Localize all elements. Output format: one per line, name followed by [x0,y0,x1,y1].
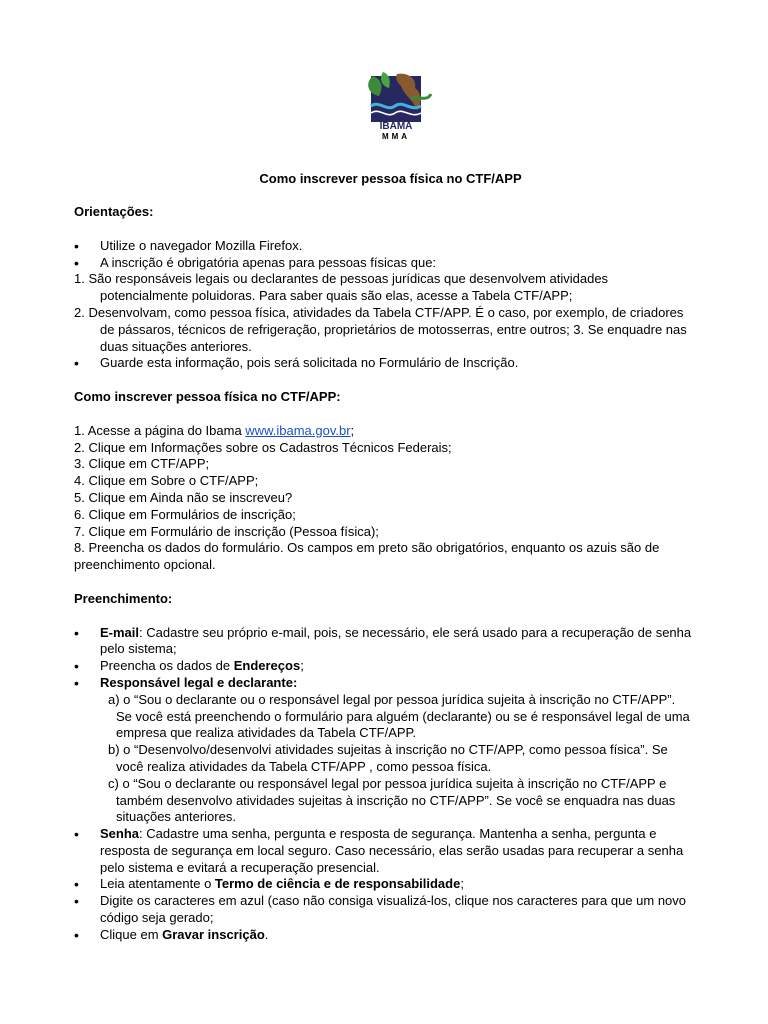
bullet-item-senha: • Senha: Cadastre uma senha, pergunta e resposta de segurança. Mantenha a senha, pergunta e resposta de segurança em local seguro. Caso necessário, elas serão usadas para recuperar a senha pelo sistema e evitará a recuperação presencial. [74,826,684,875]
svg-text:IBAMA: IBAMA [379,121,413,132]
step-item: 1. Acesse a página do Ibama www.ibama.gov.br; [74,422,355,438]
page-title: Como inscrever pessoa física no CTF/APP [259,171,522,186]
sub-option-b: b) o “Desenvolvo/desenvolvi atividades sujeitas à inscrição no CTF/APP, como pessoa física”. Se você realiza atividades da Tabela CTF/APP , como pessoa física. [108,742,668,774]
bullet-item-email: • E-mail: Cadastre seu próprio e-mail, pois, se necessário, ele será usado para a recuperação de senha pelo sistema; [74,624,692,657]
bullet-item-responsavel: • Responsável legal e declarante: [74,674,298,691]
bullet-icon: • [74,254,79,271]
ibama-logo-icon [361,72,437,140]
bullet-icon: • [74,826,79,843]
bullet-icon: • [74,237,79,254]
step-item: 6. Clique em Formulários de inscrição; [74,506,296,522]
bullet-item-termo: • Leia atentamente o Termo de ciência e de responsabilidade; [74,876,464,893]
bullet-item-gravar: • Clique em Gravar inscrição. [74,926,269,943]
svg-text:MMA: MMA [381,132,411,140]
step-item: 8. Preencha os dados do formulário. Os campos em preto são obrigatórios, enquanto os azuis são de preenchimento opcional. [74,540,660,573]
sub-options [74,692,694,826]
document-body [74,204,694,944]
bullet-icon: • [74,926,79,943]
ibama-logo [361,72,437,140]
sub-option-a: a) o “Sou o declarante ou o responsável legal por pessoa jurídica sujeita à inscrição no CTF/APP”. Se você está preenchendo o formulário para alguém (declarante) ou se é responsável legal de uma empresa que realiza atividades da Tabela CTF/APP. [108,691,690,741]
bullet-icon: • [74,893,79,910]
step-item: 3. Clique em CTF/APP; [74,456,210,472]
section-heading-como: Como inscrever pessoa física no CTF/APP: [74,388,341,404]
section-heading-preenchimento: Preenchimento: [74,590,173,606]
step-item: 2. Clique em Informações sobre os Cadastros Técnicos Federais; [74,439,452,455]
bullet-item-enderecos: • Preencha os dados de Endereços; [74,658,304,675]
step-item: 4. Clique em Sobre o CTF/APP; [74,473,259,489]
bullet-item: • Utilize o navegador Mozilla Firefox. [74,237,303,254]
bullet-icon: • [74,658,79,675]
step-item: 7. Clique em Formulário de inscrição (Pessoa física); [74,523,379,539]
numbered-item: 2. Desenvolvam, como pessoa física, atividades da Tabela CTF/APP. É o caso, por exemplo, de criadores de pássaros, técnicos de refrigeração, proprietários de motosserras, entre outros; 3. Se enquadre nas duas situações anteriores. [74,304,687,354]
bullet-icon: • [74,674,79,691]
sub-option-c: c) o “Sou o declarante ou responsável legal por pessoa jurídica sujeita à inscrição no CTF/APP e também desenvolvo atividades sujeitas à inscrição no CTF/APP”. Se você se enquadra nas duas situações anteriores. [108,775,676,825]
step-item: 5. Clique em Ainda não se inscreveu? [74,489,293,505]
numbered-item: 1. São responsáveis legais ou declarantes de pessoas jurídicas que desenvolvem atividades potencialmente poluidoras. Para saber quais são elas, acesse a Tabela CTF/APP; [74,271,609,304]
bullet-item-captcha: • Digite os caracteres em azul (caso não consiga visualizá-los, clique nos caracteres para que um novo código seja gerado; [74,893,687,926]
bullet-icon: • [74,876,79,893]
ibama-link[interactable]: www.ibama.gov.br [245,422,351,438]
section-heading-orientacoes: Orientações: [74,204,154,219]
bullet-icon: • [74,624,79,641]
bullet-icon: • [74,355,79,372]
bullet-item: • Guarde esta informação, pois será solicitada no Formulário de Inscrição. [74,355,519,372]
bullet-item: • A inscrição é obrigatória apenas para pessoas físicas que: [74,254,437,271]
